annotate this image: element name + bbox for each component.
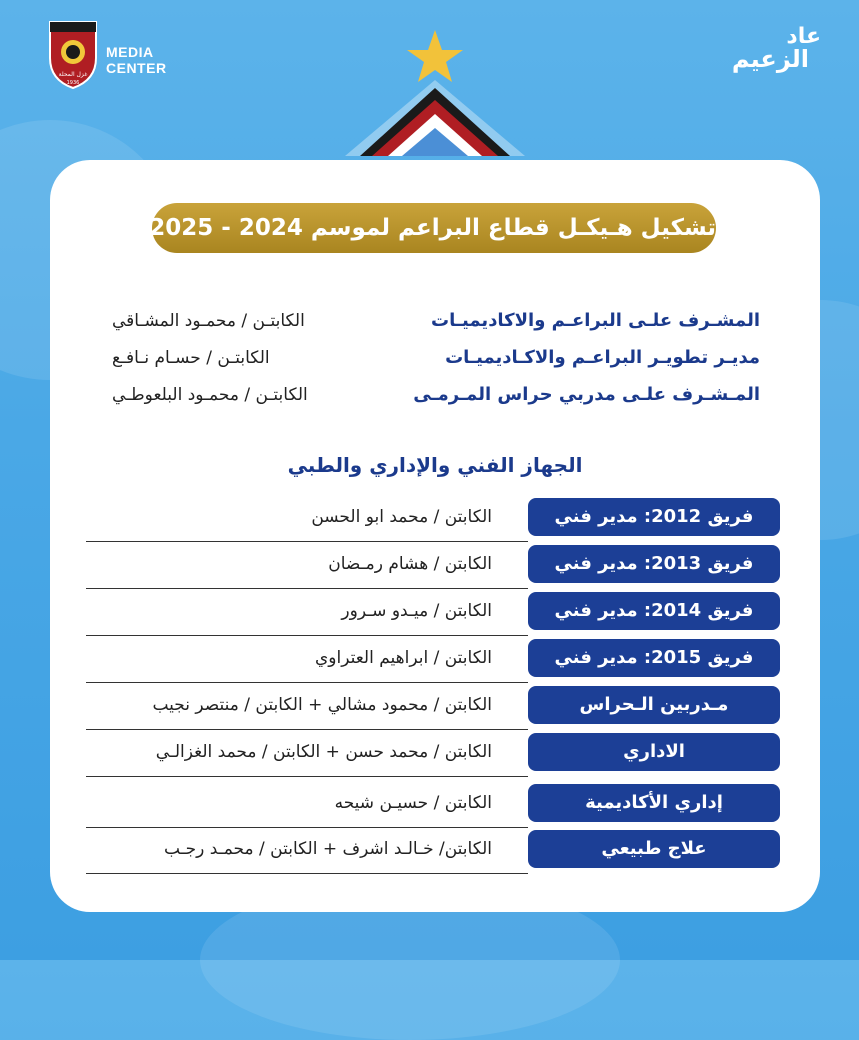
staff-role-label: إداري الأكاديمية [528, 784, 780, 822]
row-divider [86, 729, 528, 730]
staff-row [86, 784, 780, 828]
staff-row [86, 592, 780, 636]
svg-text:غزل المحلة: غزل المحلة [58, 71, 88, 78]
svg-text:1936: 1936 [66, 80, 80, 86]
staff-role-label: مـدربين الـحراس [528, 686, 780, 724]
supervisor-row [50, 380, 820, 410]
row-divider [86, 541, 528, 542]
staff-role-label: علاج طبيعي [528, 830, 780, 868]
staff-row [86, 639, 780, 683]
staff-name: الكابتن / ميـدو سـرور [341, 601, 492, 621]
staff-name: الكابتن / ابراهيم العتراوي [314, 648, 492, 668]
staff-role-label: الاداري [528, 733, 780, 771]
staff-row [86, 733, 780, 777]
staff-name: الكابتن / محمد حسن + الكابتن / محمد الغزالـي [155, 742, 492, 762]
row-divider [86, 827, 528, 828]
page-title: تشكيل هـيكـل قطاع البراعم لموسم 2024 - 2025 [152, 203, 716, 253]
media-center-label: MEDIA CENTER [106, 44, 167, 76]
staff-row [86, 830, 780, 874]
staff-role-label: فريق 2013: مدير فني [528, 545, 780, 583]
staff-name: الكابتن/ خـالـد اشرف + الكابتن / محمـد رجـب [164, 839, 492, 859]
staff-row [86, 686, 780, 730]
club-logo [48, 18, 98, 90]
brand-logo: عاد الزعيم [731, 24, 821, 73]
staff-row [86, 498, 780, 542]
row-divider [86, 588, 528, 589]
staff-row [86, 545, 780, 589]
supervisor-name: الكابتـن / محمـود المشـاقي [112, 311, 305, 331]
row-divider [86, 873, 528, 874]
staff-name: الكابتن / محمد ابو الحسن [311, 507, 492, 527]
supervisor-name: الكابتـن / حسـام نـافـع [112, 348, 270, 368]
content-card [50, 160, 820, 912]
row-divider [86, 776, 528, 777]
staff-role-label: فريق 2012: مدير فني [528, 498, 780, 536]
emblem-graphic [340, 28, 530, 158]
row-divider [86, 635, 528, 636]
staff-role-label: فريق 2015: مدير فني [528, 639, 780, 677]
staff-role-label: فريق 2014: مدير فني [528, 592, 780, 630]
row-divider [86, 682, 528, 683]
staff-name: الكابتن / حسيـن شيحه [334, 793, 492, 813]
staff-section-title: الجهاز الفني والإداري والطبي [287, 453, 583, 477]
supervisor-role: المشـرف علـى البراعـم والاكاديميـات [431, 310, 760, 331]
supervisor-row [50, 306, 820, 336]
supervisor-row [50, 343, 820, 373]
supervisor-role: المـشـرف علـى مدربي حراس المـرمـى [413, 384, 760, 405]
supervisor-role: مديـر تطويـر البراعـم والاكـاديميـات [445, 347, 760, 368]
staff-name: الكابتن / هشام رمـضان [328, 554, 492, 574]
staff-name: الكابتن / محمود مشالي + الكابتن / منتصر نجيب [152, 695, 492, 715]
supervisor-name: الكابتـن / محمـود البلعوطـي [112, 385, 308, 405]
